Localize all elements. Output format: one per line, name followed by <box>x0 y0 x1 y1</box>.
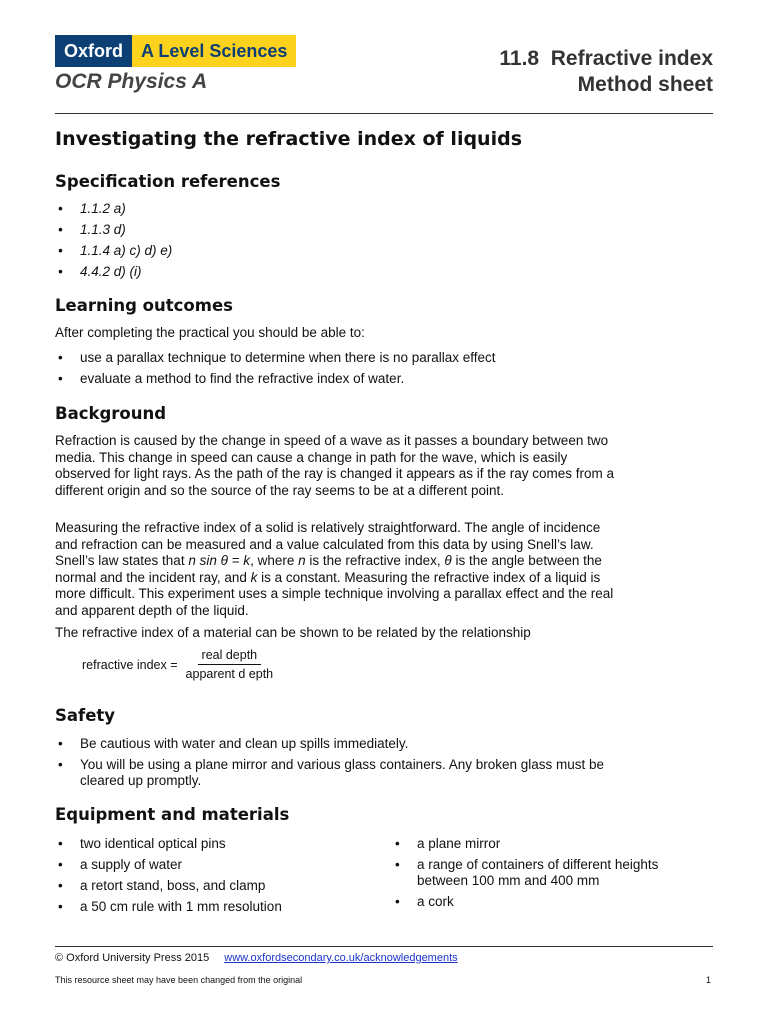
outcome-item: • use a parallax technique to determine when there is no parallax effect <box>55 350 496 366</box>
background-paragraph-3: The refractive index of a material can be shown to be related by the relationship <box>55 625 531 640</box>
equipment-item: • a plane mirror <box>392 836 712 852</box>
page-title: Investigating the refractive index of liquids <box>55 128 523 150</box>
background-heading: Background <box>55 404 167 423</box>
safety-list <box>55 736 615 794</box>
logo-series-text: A Level Sciences <box>132 35 296 67</box>
p2-text-b: , where <box>250 553 299 568</box>
equipment-item: • a cork <box>392 894 712 910</box>
equipment-list-left <box>55 836 355 920</box>
symbol-n: n <box>298 553 306 568</box>
outcomes-heading: Learning outcomes <box>55 296 233 315</box>
symbol-theta: θ <box>444 553 452 568</box>
copyright-text: © Oxford University Press 2015 <box>55 952 210 964</box>
spec-item: • 4.4.2 d) (i) <box>55 264 172 280</box>
background-paragraph-2 <box>55 520 615 619</box>
outcome-item: • evaluate a method to find the refractive index of water. <box>55 371 496 387</box>
equipment-list-right <box>392 836 712 915</box>
safety-item: • You will be using a plane mirror and various glass containers. Any broken glass must be cleared up promptly. <box>55 757 615 789</box>
snells-law-formula: n sin θ = k <box>188 553 251 568</box>
footer-note: This resource sheet may have been changed from the original <box>55 975 303 985</box>
equipment-heading: Equipment and materials <box>55 805 290 824</box>
refractive-index-formula <box>82 648 277 681</box>
symbol-k: k <box>250 569 258 585</box>
equipment-item: • a retort stand, boss, and clamp <box>55 878 355 894</box>
topic-line-1: 11.8 Refractive index <box>499 47 713 70</box>
formula-denominator: apparent d epth <box>185 667 274 681</box>
spec-item: • 1.1.2 a) <box>55 201 172 217</box>
equipment-item: • a supply of water <box>55 857 355 873</box>
formula-numerator: real depth <box>198 648 262 665</box>
logo-oxford-text: Oxford <box>55 35 132 67</box>
page-number: 1 <box>705 975 711 985</box>
p2-text-e: is a constant. Measuring the refractive index of a liquid is more difficult. This experiment uses a simple technique involving a parallax effect and the real and apparent depth of the liquid. <box>55 569 614 618</box>
subject-title: OCR Physics A <box>55 70 208 93</box>
spec-item: • 1.1.4 a) c) d) e) <box>55 243 172 259</box>
topic-header <box>499 46 713 98</box>
footer-line <box>55 952 458 964</box>
acknowledgements-link[interactable]: www.oxfordsecondary.co.uk/acknowledgements <box>224 952 458 964</box>
p2-text-d: is the angle between the normal and the incident ray, and <box>55 553 602 585</box>
header-divider <box>55 113 713 114</box>
p2-text-c: is the refractive index, <box>305 553 445 568</box>
topic-line-2: Method sheet <box>577 73 713 96</box>
safety-item: • Be cautious with water and clean up spills immediately. <box>55 736 615 752</box>
formula-label: refractive index = <box>82 657 178 672</box>
equipment-item: • a 50 cm rule with 1 mm resolution <box>55 899 355 915</box>
oxford-logo <box>55 35 296 67</box>
outcomes-list <box>55 350 496 392</box>
formula-fraction <box>182 648 278 681</box>
footer-divider <box>55 946 713 947</box>
spec-heading: Specification references <box>55 172 281 191</box>
spec-list <box>55 201 172 285</box>
p2-text-a: Measuring the refractive index of a solid is relatively straightforward. The angle of incidence and refraction can be measured and a value calculated from this data by using Snell’s law. Snell’s law states that <box>55 520 601 568</box>
equipment-item: • two identical optical pins <box>55 836 355 852</box>
spec-item: • 1.1.3 d) <box>55 222 172 238</box>
outcomes-intro: After completing the practical you should be able to: <box>55 325 365 340</box>
safety-heading: Safety <box>55 706 116 725</box>
background-paragraph-1: Refraction is caused by the change in speed of a wave as it passes a boundary between two media. This change in speed can cause a change in path for the wave, which is easily observed for light rays. As the path of the ray is changed it appears as if the ray comes from a different origin and so the source of the ray seems to be at a different point. <box>55 433 615 498</box>
equipment-item: • a range of containers of different heights between 100 mm and 400 mm <box>392 857 712 889</box>
